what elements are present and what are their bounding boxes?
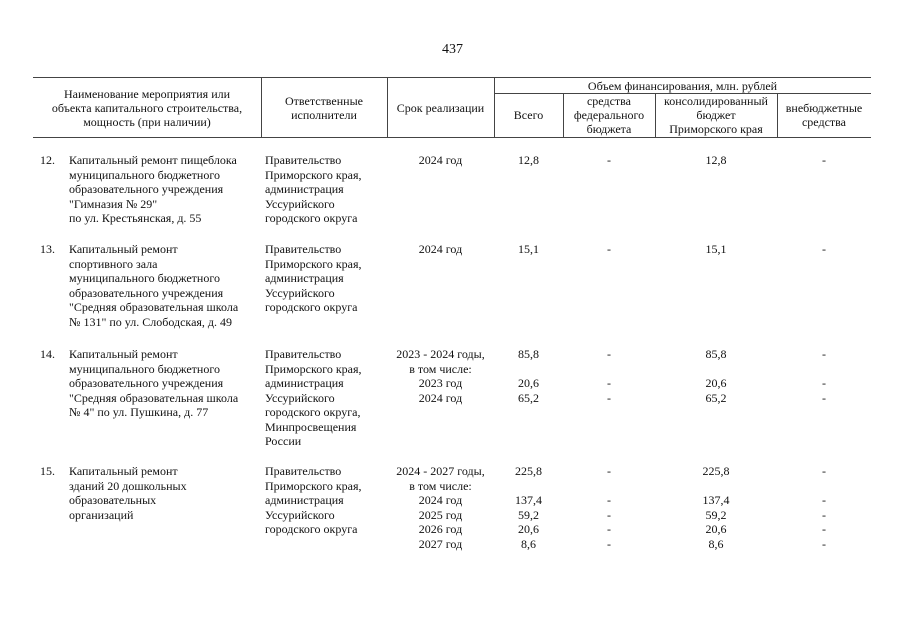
row-extra: - - - — [822, 347, 826, 405]
row-total: 15,1 — [518, 242, 539, 256]
row-number: 12. — [40, 153, 55, 167]
row-name: Капитальный ремонт муниципального бюджетного образовательного учреждения "Средняя образовательная школа № 4" по ул. Пушкина, д. 77 — [69, 347, 239, 419]
header-executors-column: Ответственные исполнители — [285, 94, 363, 122]
row-number: 13. — [40, 242, 55, 256]
row-period: 2024 год — [418, 153, 463, 167]
row-consolidated: 12,8 — [705, 153, 727, 167]
row-total: 225,8 137,4 59,2 20,6 8,6 — [515, 464, 542, 551]
row-consolidated: 15,1 — [705, 242, 727, 256]
row-federal: - - - - - — [607, 464, 611, 551]
header-bottom-rule — [33, 137, 871, 138]
header-federal-column: средства федерального бюджета — [573, 94, 645, 136]
row-executors: Правительство Приморского края, администрация Уссурийского городского округа — [265, 242, 362, 314]
page-number: 437 — [442, 42, 463, 57]
header-top-rule — [33, 77, 871, 78]
row-number: 14. — [40, 347, 55, 361]
header-total-column: Всего — [513, 108, 544, 122]
row-federal: - - - — [607, 347, 611, 405]
header-period-column: Срок реализации — [396, 101, 485, 115]
row-total: 85,8 20,6 65,2 — [518, 347, 539, 405]
row-extra: - - - - - — [822, 464, 826, 551]
header-consolidated-column: консолидированный бюджет Приморского края — [664, 94, 768, 136]
row-name: Капитальный ремонт спортивного зала муниципального бюджетного образовательного учреждения "Средняя образовательная школа № 131" по ул. Слободская, д. 49 — [69, 242, 239, 329]
row-period: 2024 - 2027 годы, в том числе: 2024 год 2025 год 2026 год 2027 год — [396, 464, 485, 551]
row-executors: Правительство Приморского края, администрация Уссурийского городского округа, Минпросвещения России — [265, 347, 362, 448]
row-total: 12,8 — [518, 153, 539, 167]
row-name: Капитальный ремонт пищеблока муниципального бюджетного образовательного учреждения "Гимназия № 29" по ул. Крестьянская, д. 55 — [69, 153, 237, 225]
row-number: 15. — [40, 464, 55, 478]
row-federal: - — [607, 242, 611, 256]
header-name-column: Наименование мероприятия или объекта капитального строительства, мощность (при наличии) — [51, 87, 243, 129]
row-extra: - — [822, 153, 826, 167]
row-federal: - — [607, 153, 611, 167]
row-extra: - — [822, 242, 826, 256]
row-name: Капитальный ремонт зданий 20 дошкольных образовательных организаций — [69, 464, 187, 522]
row-consolidated: 225,8 137,4 59,2 20,6 8,6 — [702, 464, 730, 551]
header-funding-group: Объем финансирования, млн. рублей — [587, 79, 778, 93]
row-period: 2024 год — [418, 242, 463, 256]
row-executors: Правительство Приморского края, администрация Уссурийского городского округа — [265, 464, 362, 536]
row-period: 2023 - 2024 годы, в том числе: 2023 год 2024 год — [396, 347, 485, 405]
row-executors: Правительство Приморского края, администрация Уссурийского городского округа — [265, 153, 362, 225]
row-consolidated: 85,8 20,6 65,2 — [705, 347, 727, 405]
header-extrabudget-column: внебюджетные средства — [785, 101, 863, 129]
